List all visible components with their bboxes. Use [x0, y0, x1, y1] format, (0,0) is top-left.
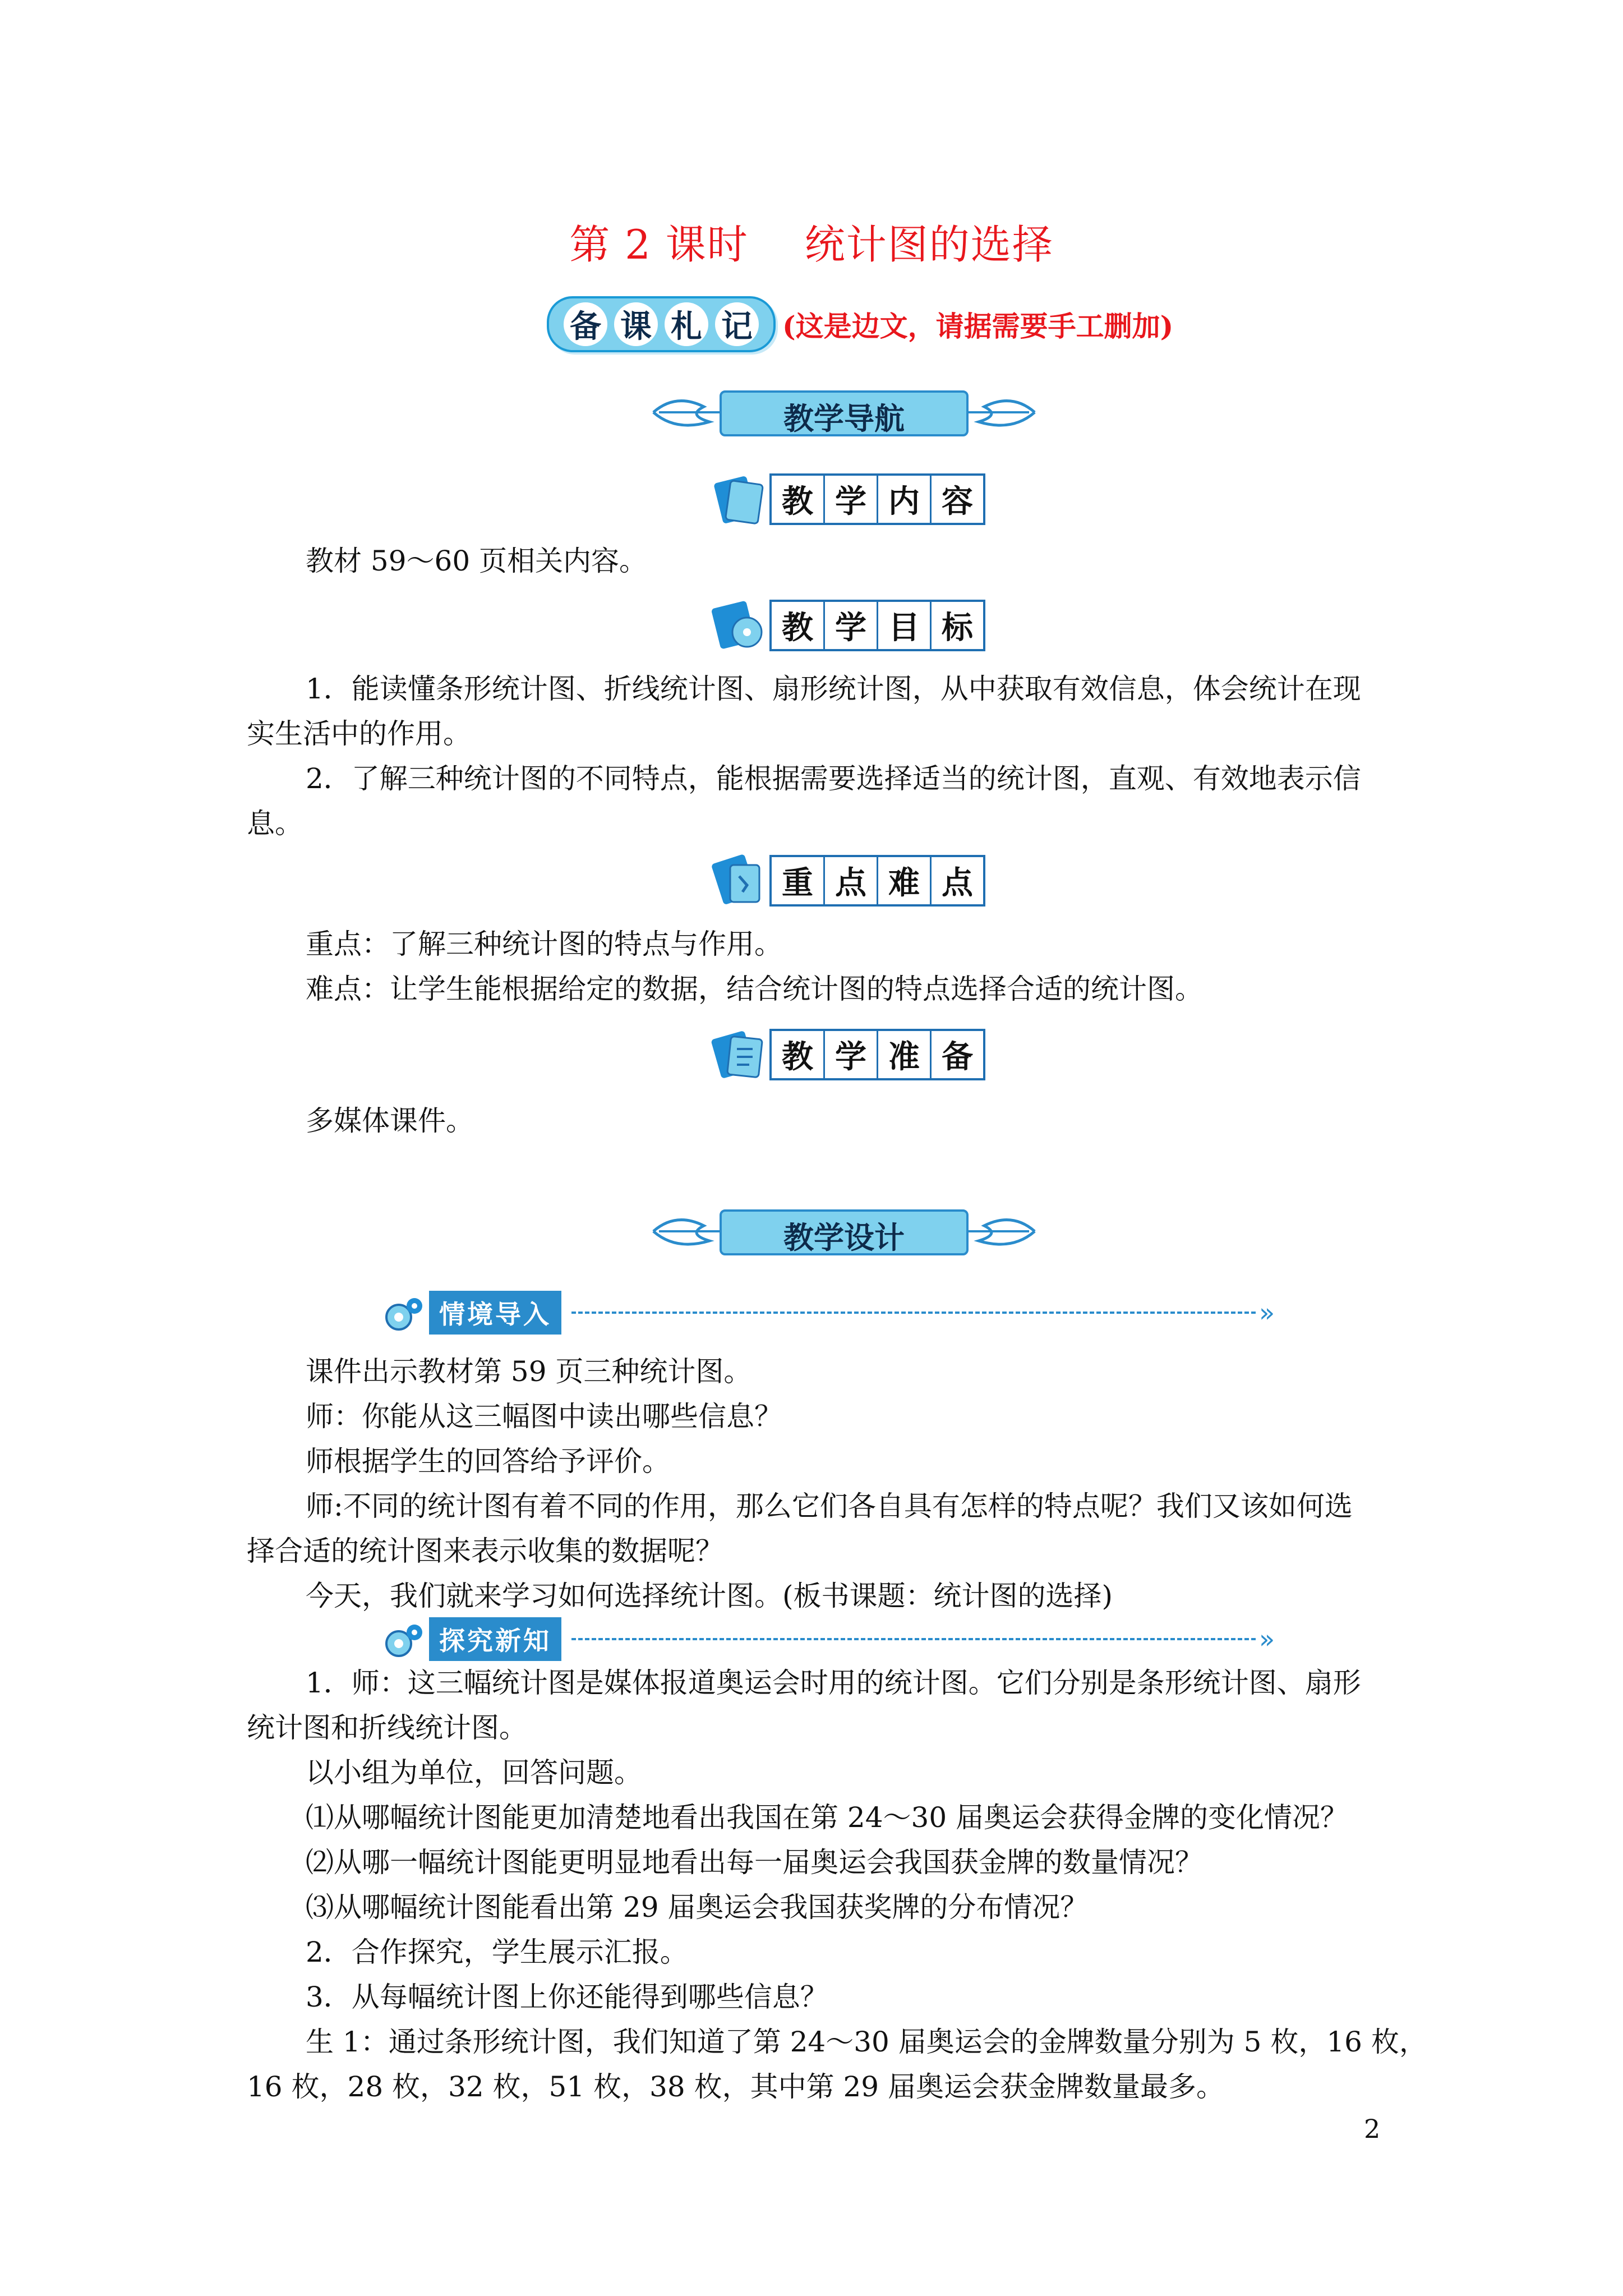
step-label: 情境导入	[429, 1291, 561, 1335]
paragraph-line: 以小组为单位，回答问题。	[306, 1756, 642, 1789]
paragraph-line: ⑴从哪幅统计图能更加清楚地看出我国在第 24～30 届奥运会获得金牌的变化情况？	[306, 1801, 1349, 1834]
paragraph-line: 2．了解三种统计图的不同特点，能根据需要选择适当的统计图，直观、有效地表示信	[306, 762, 1361, 795]
banner-label: 教学导航	[783, 401, 905, 436]
paragraph-line: 3．从每幅统计图上你还能得到哪些信息？	[306, 1981, 828, 2013]
paragraph-line: 生 1：通过条形统计图，我们知道了第 24～30 届奥运会的金牌数量分别为 5 枚，16 枚，	[306, 2026, 1427, 2058]
paragraph-line: 师：你能从这三幅图中读出哪些信息？	[306, 1400, 782, 1433]
section-char: 教	[772, 1031, 825, 1078]
section-char: 点	[942, 864, 973, 901]
lesson-notes-badge	[547, 296, 776, 352]
paragraph-line: 难点：让学生能根据给定的数据，结合统计图的特点选择合适的统计图。	[306, 973, 1203, 1005]
section-char: 备	[942, 1038, 973, 1075]
page-title	[0, 212, 1623, 270]
section-char: 目	[878, 602, 932, 649]
badge-char: 课	[614, 302, 658, 346]
section-header-focus	[708, 853, 985, 909]
section-char: 教	[772, 476, 825, 523]
paragraph-line: 统计图和折线统计图。	[247, 1711, 527, 1744]
step-header-intro	[379, 1290, 1275, 1335]
paragraph-line: 择合适的统计图来表示收集的数据呢？	[247, 1535, 723, 1567]
folder-icon	[708, 1027, 769, 1083]
key-point-icon	[708, 853, 769, 909]
section-header-goals	[708, 597, 985, 654]
paragraph-line: 师根据学生的回答给予评价。	[306, 1445, 670, 1478]
paragraph-line: ⑶从哪幅统计图能看出第 29 届奥运会我国获奖牌的分布情况？	[306, 1891, 1089, 1924]
section-char: 学	[825, 1031, 878, 1078]
page-number: 2	[1364, 2114, 1381, 2144]
section-char: 容	[942, 483, 973, 520]
disc-icon	[708, 597, 769, 654]
banner-teaching-design	[642, 1200, 1046, 1262]
paragraph-line: 师:不同的统计图有着不同的作用，那么它们各自具有怎样的特点呢？我们又该如何选	[306, 1490, 1353, 1522]
step-label: 探究新知	[429, 1617, 561, 1661]
section-char: 准	[878, 1031, 932, 1078]
paragraph-line: ⑵从哪一幅统计图能更明显地看出每一届奥运会我国获金牌的数量情况？	[306, 1846, 1203, 1879]
banner-label: 教学设计	[783, 1220, 905, 1255]
double-chevron-icon: »	[1259, 1297, 1275, 1328]
margin-note: (这是边文，请据需要手工删加)	[782, 310, 1174, 343]
gear-icon	[379, 1617, 429, 1662]
double-chevron-icon: »	[1259, 1624, 1275, 1654]
section-char: 难	[878, 857, 932, 904]
book-icon	[708, 471, 769, 527]
paragraph-line: 16 枚，28 枚，32 枚，51 枚，38 枚，其中第 29 届奥运会获金牌数量最多。	[247, 2070, 1224, 2103]
section-char: 内	[878, 476, 932, 523]
section-char: 学	[825, 602, 878, 649]
section-char: 标	[942, 609, 973, 646]
step-header-explore	[379, 1617, 1275, 1662]
paragraph-line: 重点：了解三种统计图的特点与作用。	[306, 928, 782, 960]
paragraph-line: 1．师：这三幅统计图是媒体报道奥运会时用的统计图。它们分别是条形统计图、扇形	[306, 1667, 1361, 1699]
paragraph-line: 课件出示教材第 59 页三种统计图。	[306, 1355, 752, 1388]
section-char: 点	[825, 857, 878, 904]
title-topic: 统计图的选择	[804, 221, 1054, 268]
gear-icon	[379, 1290, 429, 1335]
paragraph-line: 1．能读懂条形统计图、折线统计图、扇形统计图，从中获取有效信息，体会统计在现	[306, 673, 1361, 705]
badge-char: 备	[564, 302, 607, 346]
badge-char: 札	[665, 302, 708, 346]
section-char: 重	[772, 857, 825, 904]
paragraph-line: 2．合作探究，学生展示汇报。	[306, 1936, 688, 1968]
content-text	[0, 539, 1623, 583]
section-char: 教	[772, 602, 825, 649]
badge-char: 记	[715, 302, 759, 346]
focus-text	[0, 922, 1623, 1011]
prep-text	[0, 1098, 1623, 1143]
paragraph-line: 息。	[247, 807, 303, 840]
explore-text	[0, 1660, 1623, 2109]
section-header-content	[708, 471, 985, 527]
paragraph-line: 教材 59～60 页相关内容。	[306, 545, 648, 577]
section-char: 学	[825, 476, 878, 523]
paragraph-line: 今天，我们就来学习如何选择统计图。(板书课题：统计图的选择)	[306, 1580, 1113, 1612]
lesson-notes-header	[547, 297, 1173, 351]
intro-text	[0, 1349, 1623, 1618]
dashed-divider	[571, 1312, 1256, 1314]
dashed-divider	[571, 1638, 1256, 1640]
title-lesson: 第 2 课时	[569, 221, 749, 268]
banner-teaching-nav	[642, 381, 1046, 443]
goals-text	[0, 666, 1623, 846]
section-header-prep	[708, 1027, 985, 1083]
paragraph-line: 多媒体课件。	[306, 1105, 474, 1137]
paragraph-line: 实生活中的作用。	[247, 717, 471, 750]
